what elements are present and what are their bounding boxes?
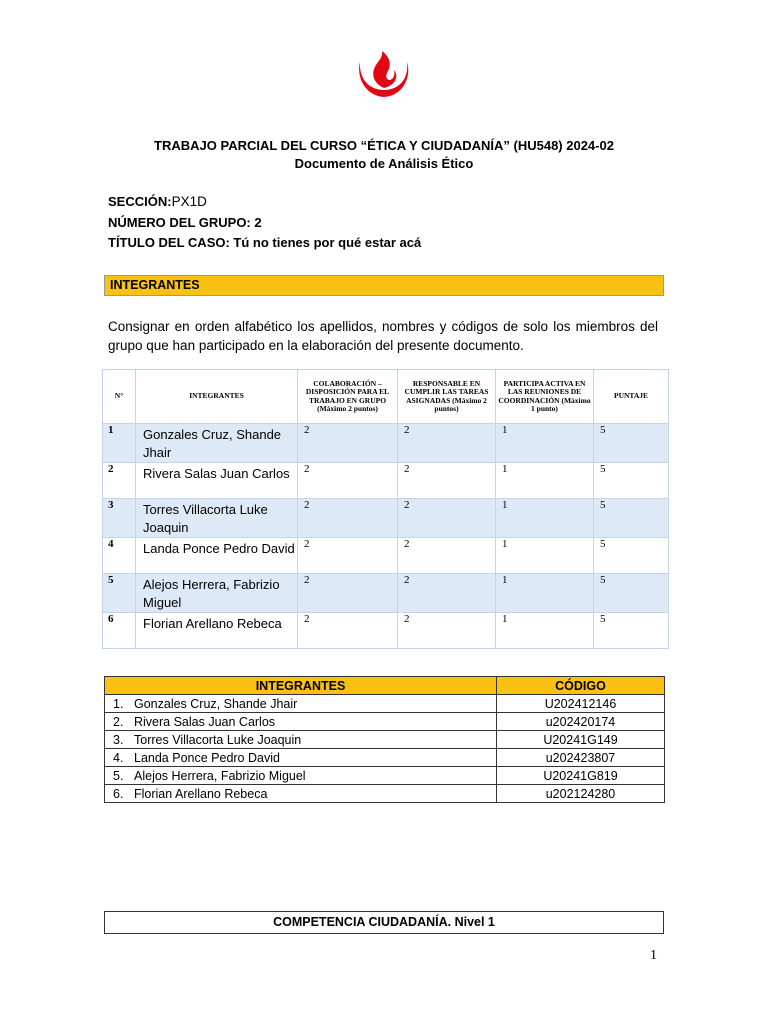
list-index: 5. <box>113 768 124 783</box>
university-logo-icon <box>356 50 412 100</box>
table-row <box>103 574 669 613</box>
list-index: 1. <box>113 696 124 711</box>
score-total: 5 <box>594 538 669 574</box>
list-index: 3. <box>113 732 124 747</box>
row-number: 3 <box>103 499 136 538</box>
score-participa: 1 <box>496 463 594 499</box>
score-responsable: 2 <box>398 499 496 538</box>
code-member-name: Florian Arellano Rebeca <box>134 786 268 801</box>
member-name: Alejos Herrera, Fabrizio Miguel <box>136 574 298 613</box>
code-member-name: Gonzales Cruz, Shande Jhair <box>134 696 298 711</box>
codes-header-codigo: CÓDIGO <box>497 677 665 695</box>
integrantes-section-bar: INTEGRANTES <box>104 275 664 296</box>
table-row <box>103 613 669 649</box>
evaluation-table <box>102 369 669 649</box>
score-total: 5 <box>594 463 669 499</box>
code-member-name: Landa Ponce Pedro David <box>134 750 280 765</box>
header-colaboracion: COLABORACIÓN – DISPOSICIÓN PARA EL TRABAJO EN GRUPO (Máximo 2 puntos) <box>298 370 398 424</box>
codes-header-row <box>105 677 665 695</box>
member-name: Rivera Salas Juan Carlos <box>136 463 298 499</box>
score-participa: 1 <box>496 424 594 463</box>
table-row <box>105 713 665 731</box>
member-name: Landa Ponce Pedro David <box>136 538 298 574</box>
score-responsable: 2 <box>398 613 496 649</box>
codes-header-integrantes: INTEGRANTES <box>105 677 497 695</box>
member-code: U20241G149 <box>497 731 665 749</box>
score-total: 5 <box>594 499 669 538</box>
list-index: 2. <box>113 714 124 729</box>
header-responsable: RESPONSABLE EN CUMPLIR LAS TAREAS ASIGNADAS (Máximo 2 puntos) <box>398 370 496 424</box>
member-name: Gonzales Cruz, Shande Jhair <box>136 424 298 463</box>
section-label: SECCIÓN: <box>108 194 172 209</box>
case-title: TÍTULO DEL CASO: Tú no tienes por qué estar acá <box>108 235 422 250</box>
document-title: TRABAJO PARCIAL DEL CURSO “ÉTICA Y CIUDADANÍA” (HU548) 2024-02 <box>154 138 614 153</box>
score-participa: 1 <box>496 613 594 649</box>
competencia-heading: COMPETENCIA CIUDADANÍA. Nivel 1 <box>104 911 664 934</box>
score-responsable: 2 <box>398 574 496 613</box>
score-total: 5 <box>594 613 669 649</box>
row-number: 1 <box>103 424 136 463</box>
list-index: 4. <box>113 750 124 765</box>
score-colaboracion: 2 <box>298 574 398 613</box>
code-member-cell <box>105 749 497 767</box>
member-name: Torres Villacorta Luke Joaquin <box>136 499 298 538</box>
row-number: 6 <box>103 613 136 649</box>
score-total: 5 <box>594 424 669 463</box>
page-number: 1 <box>650 948 657 963</box>
row-number: 2 <box>103 463 136 499</box>
score-responsable: 2 <box>398 463 496 499</box>
code-member-cell <box>105 695 497 713</box>
code-member-name: Rivera Salas Juan Carlos <box>134 714 276 729</box>
table-row <box>103 499 669 538</box>
header-puntaje: PUNTAJE <box>594 370 669 424</box>
list-index: 6. <box>113 786 124 801</box>
member-code: u202420174 <box>497 713 665 731</box>
code-member-name: Alejos Herrera, Fabrizio Miguel <box>134 768 306 783</box>
score-participa: 1 <box>496 574 594 613</box>
section-value: PX1D <box>171 194 207 209</box>
evaluation-header-row <box>103 370 669 424</box>
table-row <box>103 538 669 574</box>
score-colaboracion: 2 <box>298 463 398 499</box>
header-integrantes: INTEGRANTES <box>136 370 298 424</box>
member-name: Florian Arellano Rebeca <box>136 613 298 649</box>
score-total: 5 <box>594 574 669 613</box>
code-member-cell <box>105 767 497 785</box>
score-colaboracion: 2 <box>298 499 398 538</box>
table-row <box>105 695 665 713</box>
instructions-paragraph: Consignar en orden alfabético los apellidos, nombres y códigos de solo los miembros del grupo que han participado en la elaboración del presente documento. <box>108 319 658 353</box>
row-number: 5 <box>103 574 136 613</box>
group-number: NÚMERO DEL GRUPO: 2 <box>108 215 262 230</box>
code-member-cell <box>105 785 497 803</box>
score-participa: 1 <box>496 538 594 574</box>
member-code: U202412146 <box>497 695 665 713</box>
table-row <box>105 767 665 785</box>
document-subtitle: Documento de Análisis Ético <box>294 156 474 171</box>
member-code: u202423807 <box>497 749 665 767</box>
header-participa: PARTICIPA ACTIVA EN LAS REUNIONES DE COORDINACIÓN (Máximo 1 punto) <box>496 370 594 424</box>
section-line <box>108 194 207 209</box>
table-row <box>105 731 665 749</box>
member-code: U20241G819 <box>497 767 665 785</box>
header-number: N° <box>103 370 136 424</box>
member-code: u202124280 <box>497 785 665 803</box>
score-colaboracion: 2 <box>298 538 398 574</box>
score-participa: 1 <box>496 499 594 538</box>
table-row <box>105 749 665 767</box>
score-responsable: 2 <box>398 538 496 574</box>
score-responsable: 2 <box>398 424 496 463</box>
score-colaboracion: 2 <box>298 613 398 649</box>
score-colaboracion: 2 <box>298 424 398 463</box>
code-member-cell <box>105 713 497 731</box>
table-row <box>103 424 669 463</box>
code-member-name: Torres Villacorta Luke Joaquin <box>134 732 302 747</box>
table-row <box>105 785 665 803</box>
code-member-cell <box>105 731 497 749</box>
codes-table <box>104 676 665 803</box>
table-row <box>103 463 669 499</box>
row-number: 4 <box>103 538 136 574</box>
